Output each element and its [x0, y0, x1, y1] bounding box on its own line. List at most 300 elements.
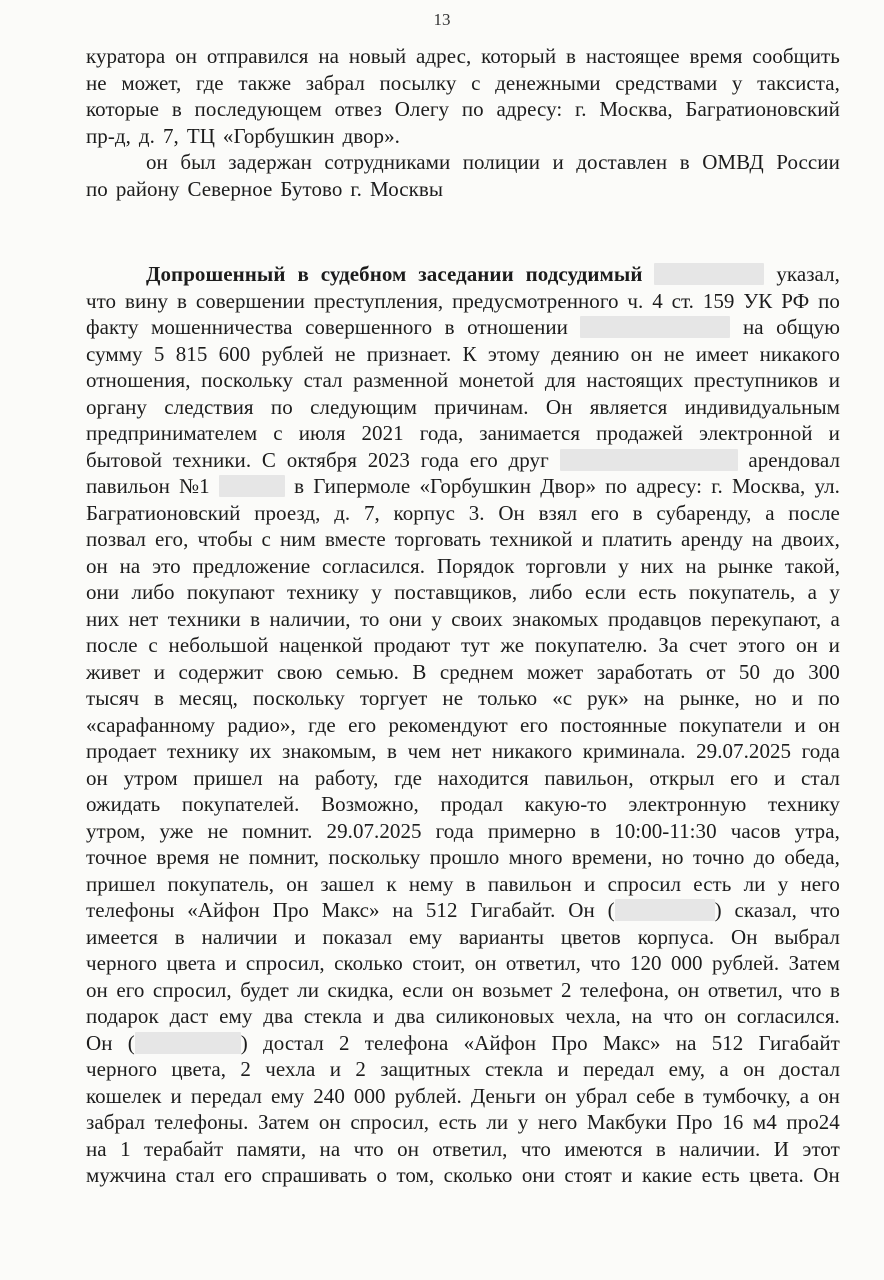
word: что [86, 288, 117, 313]
word: спросил, [245, 951, 325, 975]
word: 2 [355, 1057, 366, 1081]
word: в [387, 739, 397, 763]
redaction-box [135, 1032, 241, 1054]
redacted-name [580, 315, 730, 340]
text-line [86, 872, 840, 899]
word: стал [175, 1163, 215, 1187]
word: время [156, 845, 210, 869]
word: рекомендуют [388, 712, 508, 737]
text-line [86, 713, 840, 740]
text-block-top [86, 44, 840, 203]
word: и [794, 712, 806, 737]
word: только [478, 686, 538, 710]
word: «сарафанному [86, 712, 216, 737]
word: проезд, [254, 500, 321, 525]
word: рук» [587, 686, 629, 710]
word: 16 [722, 1110, 744, 1134]
word: взял [538, 500, 578, 525]
word: монетой [458, 368, 535, 392]
word: он [451, 977, 474, 1002]
word: мужчина [86, 1163, 167, 1187]
word: 29.07.2025 [326, 818, 422, 843]
word: него [800, 871, 840, 896]
word: свою [276, 659, 323, 684]
word: 815 [175, 341, 208, 366]
word: нет [451, 739, 482, 763]
word: и [621, 1163, 633, 1187]
word: такой, [784, 553, 840, 578]
word: Багратионовский [86, 500, 241, 525]
word: есть [638, 580, 677, 604]
word: С [261, 447, 276, 472]
text-line [86, 660, 840, 687]
word: ему [270, 1083, 305, 1108]
word: и [294, 924, 306, 949]
redaction-box [560, 449, 738, 471]
word: продал [440, 792, 504, 816]
word: преступления, [313, 288, 444, 313]
word: это [152, 553, 181, 578]
word: достал [263, 1030, 324, 1055]
word: 2 [240, 1057, 251, 1081]
word: точно [692, 845, 745, 869]
word: но [754, 686, 777, 710]
word: заседании [418, 262, 514, 286]
word: УК [743, 288, 773, 313]
word: полиции [462, 150, 540, 174]
text-line [86, 527, 840, 554]
word: этого [737, 633, 786, 657]
word: не [663, 341, 685, 366]
word: стекла [485, 1057, 544, 1081]
redacted-name [219, 474, 285, 499]
word: что [520, 1136, 551, 1161]
word: судебном [320, 262, 407, 286]
word: факту [86, 315, 139, 339]
word: 1 [120, 1136, 131, 1161]
text-line [86, 1163, 840, 1190]
word: павильон [86, 474, 170, 498]
text-line [86, 315, 840, 342]
word: адресу: [636, 474, 703, 498]
word: 50 [738, 659, 761, 684]
word: тысяч [86, 686, 140, 710]
word: он [704, 1004, 726, 1028]
word: техникой [490, 527, 573, 551]
word: торгует [359, 686, 428, 710]
word: криминала. [582, 739, 686, 763]
word: рублей. [711, 951, 780, 975]
word: продают [373, 633, 451, 657]
text-line [86, 607, 840, 634]
word: про24 [786, 1110, 840, 1134]
word: продавцов [607, 606, 702, 631]
word: 3. [468, 500, 485, 525]
text-line [86, 1137, 840, 1164]
word: занимается [479, 421, 581, 445]
word: у [731, 70, 743, 95]
word: в [171, 97, 182, 121]
word: постоянные [560, 712, 667, 737]
word: пришел [86, 871, 156, 896]
word: позвал [86, 527, 146, 551]
word: и [170, 1083, 182, 1108]
word: Северное [187, 176, 273, 201]
word: варианты [459, 924, 545, 949]
word: в [679, 150, 690, 174]
word: либо [529, 580, 573, 604]
word: ли [486, 1110, 509, 1134]
word: достал [779, 1057, 840, 1081]
word: силиконовых [435, 1004, 555, 1028]
word: от [705, 659, 726, 684]
text-line [86, 150, 840, 177]
word: чехла [265, 1057, 316, 1081]
word: ч. [627, 288, 644, 313]
redaction-box [580, 316, 730, 338]
word: стоит, [412, 951, 466, 975]
word: корпуса. [637, 924, 715, 949]
word: если [402, 977, 444, 1002]
word: павильон [487, 871, 572, 896]
word: поставщиков, [394, 580, 518, 604]
text-block-main [86, 262, 840, 1190]
word: нет [128, 606, 159, 631]
word: За [658, 633, 679, 657]
word: РФ [781, 288, 810, 313]
word: предложение [192, 553, 311, 578]
word: спросил, [350, 1110, 430, 1134]
text-line [86, 289, 840, 316]
word: на [119, 553, 141, 578]
word: он [175, 44, 198, 68]
word: на [86, 1136, 107, 1161]
word: ул. [814, 474, 840, 498]
word: средствами [615, 70, 718, 95]
word: деянию [551, 341, 620, 366]
word: г. [350, 176, 362, 201]
word: подарок [86, 1004, 159, 1028]
word: следствия [164, 394, 254, 419]
word: Макбуки [586, 1110, 667, 1134]
word: продажей [596, 421, 683, 445]
word: 240 [313, 1083, 345, 1108]
word: ОМВД [702, 150, 764, 174]
word: никакого [491, 739, 573, 763]
text-line [86, 766, 840, 793]
word: два [395, 1004, 425, 1028]
word: «с [552, 686, 573, 710]
word: в [176, 288, 187, 313]
word: у [777, 871, 789, 896]
word: в [250, 606, 261, 631]
word: согласился. [736, 1004, 840, 1028]
word: и [828, 633, 840, 657]
word: рублей [261, 341, 324, 366]
word: скидка, [327, 977, 394, 1002]
word: он [818, 712, 840, 737]
word: счет [689, 633, 728, 657]
word: который [481, 44, 557, 68]
word: цвета, [171, 1057, 227, 1081]
word: разменной [353, 368, 449, 392]
word: года [801, 739, 840, 763]
word: для [544, 368, 576, 392]
word: №1 [179, 474, 210, 498]
word: на [742, 315, 764, 339]
word: адрес, [416, 44, 472, 68]
word: корпус [393, 500, 456, 525]
word: вместе [324, 527, 386, 551]
word: 300 [808, 659, 840, 684]
word: живет [86, 659, 141, 684]
word: года [435, 818, 474, 843]
word: 2021 [361, 421, 404, 445]
word: и [552, 150, 564, 174]
word: предусмотренного [452, 288, 619, 313]
word: технику [768, 792, 840, 816]
word: часов [730, 818, 781, 843]
word: 7, [162, 123, 179, 148]
word: после [86, 633, 138, 657]
word: куратора [86, 44, 166, 68]
word: Москвы [370, 176, 444, 201]
word: а [719, 1057, 729, 1081]
word: показал [322, 924, 393, 949]
word: на [278, 765, 300, 790]
word: покупают [186, 580, 275, 604]
word: настоящее [585, 44, 680, 68]
word: торговли [526, 553, 607, 578]
text-line [86, 978, 840, 1005]
word: забрал [86, 1110, 146, 1134]
word: он [677, 977, 700, 1002]
word: они [388, 606, 422, 631]
word: если [584, 580, 627, 604]
word: а [799, 1083, 810, 1108]
word: настоящих [586, 368, 684, 392]
word: какие [641, 1163, 693, 1187]
text-line [86, 395, 840, 422]
word: что [663, 1004, 694, 1028]
word: прошло [429, 845, 500, 869]
word: посылку [379, 70, 457, 95]
word: отправился [206, 44, 309, 68]
word: 159 [702, 288, 735, 313]
word: рынке [717, 553, 774, 578]
word: нему [408, 871, 454, 896]
word: Он [813, 1163, 840, 1187]
word: является [589, 394, 668, 419]
word: В [412, 659, 427, 684]
text-line [86, 342, 840, 369]
word: Он [545, 394, 573, 419]
word: не [442, 686, 464, 710]
word: сумму [86, 341, 143, 366]
word: на [318, 44, 340, 68]
word: ним [279, 527, 316, 551]
word: имеются [564, 1136, 643, 1161]
word: что [590, 951, 621, 975]
word: в [684, 1083, 695, 1108]
word: не [334, 341, 356, 366]
word: доставлен [576, 150, 668, 174]
word: времени, [571, 845, 653, 869]
word: 512 [425, 898, 458, 922]
word: общую [776, 315, 840, 339]
word: сообщить [752, 44, 840, 68]
word: он [286, 871, 309, 896]
word: и [584, 871, 596, 896]
word: о [376, 1163, 388, 1187]
word: стекла [303, 1004, 363, 1028]
word: чем [407, 739, 441, 763]
word: бытовой [86, 447, 163, 472]
text-line [86, 925, 840, 952]
word: но [661, 845, 684, 869]
word: в [632, 500, 643, 525]
word: передал [190, 1083, 262, 1108]
word: Гигабайт. [470, 898, 556, 922]
word: по [817, 686, 840, 710]
word: району [115, 176, 180, 201]
word: его [224, 1163, 253, 1187]
word: кошелек [86, 1083, 162, 1108]
word: 2 [561, 977, 572, 1002]
word: может [527, 659, 584, 684]
word: у [618, 553, 629, 578]
word: цветов [560, 924, 621, 949]
word: мошенничества [151, 315, 293, 339]
word: время [689, 44, 743, 68]
word: технику [167, 739, 240, 763]
word: уже [159, 818, 194, 843]
word: 2023 [367, 447, 410, 472]
word: преступников [693, 368, 819, 392]
word: также [238, 70, 292, 95]
text-line [86, 1004, 840, 1031]
word: на [319, 1136, 341, 1161]
word: не [218, 845, 240, 869]
word: утра, [794, 818, 840, 843]
word: его [590, 500, 619, 525]
word: наличии. [679, 1136, 761, 1161]
text-line [86, 580, 840, 607]
word: памяти, [236, 1136, 307, 1161]
word: на [685, 553, 707, 578]
word: предпринимателем [86, 421, 258, 445]
word: и [581, 527, 593, 551]
word: его [519, 712, 549, 737]
word: его, [155, 527, 189, 551]
word: зашел [320, 871, 375, 896]
redaction-box [615, 899, 715, 921]
text-line [86, 1057, 840, 1084]
word: технику [286, 580, 359, 604]
word: небольшой [168, 633, 269, 657]
word: Про [676, 1110, 713, 1134]
word: а [830, 606, 840, 631]
word: 4 [652, 288, 663, 313]
word: поскольку [252, 686, 345, 710]
word: органу [86, 394, 147, 419]
text-line [86, 554, 840, 581]
word: же [500, 633, 525, 657]
word: июля [298, 421, 346, 445]
word: стал [303, 368, 343, 392]
word: что [353, 1136, 384, 1161]
word: спросил, [152, 977, 232, 1002]
word: и [153, 659, 166, 684]
text-line [86, 845, 840, 872]
word: Он [568, 898, 595, 922]
text-line [86, 501, 840, 528]
word: Макс» [602, 1030, 661, 1055]
word: с [471, 70, 481, 95]
word: 7, [363, 500, 380, 525]
word: пришел [193, 765, 263, 790]
word: его [730, 765, 759, 790]
word: спрашивать [261, 1163, 368, 1187]
word: субаренду, [656, 500, 752, 525]
text-line [86, 951, 840, 978]
word: в [297, 262, 309, 286]
word: индивидуальным [684, 394, 840, 419]
word: покупателей. [181, 792, 300, 816]
word: помнит. [242, 818, 313, 843]
word: он [630, 341, 653, 366]
word: Макс» [321, 898, 380, 922]
word: ответил, [432, 1136, 508, 1161]
word: их [249, 739, 272, 763]
word: Москва, [732, 474, 806, 498]
word: покупателю. [534, 633, 648, 657]
word: его [469, 447, 498, 472]
word: телефоны [86, 898, 175, 922]
word: и [828, 368, 840, 392]
word: и [773, 765, 786, 790]
word: помнит, [248, 845, 320, 869]
word: до [753, 845, 776, 869]
word: И [773, 1136, 789, 1161]
word: на [631, 1004, 653, 1028]
word: телефоны. [154, 1110, 249, 1134]
word: два [263, 1004, 294, 1028]
word: следующим [310, 394, 417, 419]
word: Москва, [599, 97, 673, 121]
word: не [207, 818, 229, 843]
text-line [86, 97, 840, 124]
word: содержит [178, 659, 264, 684]
word: по [818, 288, 840, 313]
word: у [517, 1110, 529, 1134]
word: отношения, [86, 368, 191, 392]
text-line [86, 1084, 840, 1111]
text-line [86, 739, 840, 766]
word: к [386, 871, 397, 896]
text-line [86, 633, 840, 660]
word: был [180, 150, 216, 174]
word: «Айфон [187, 898, 260, 922]
word: Он [731, 924, 758, 949]
word: на [392, 898, 414, 922]
word: наценкой [279, 633, 363, 657]
word: и [791, 686, 803, 710]
word: будет [240, 977, 289, 1002]
redacted-name [654, 262, 764, 287]
word: ответил, [505, 951, 581, 975]
word: много [508, 845, 563, 869]
